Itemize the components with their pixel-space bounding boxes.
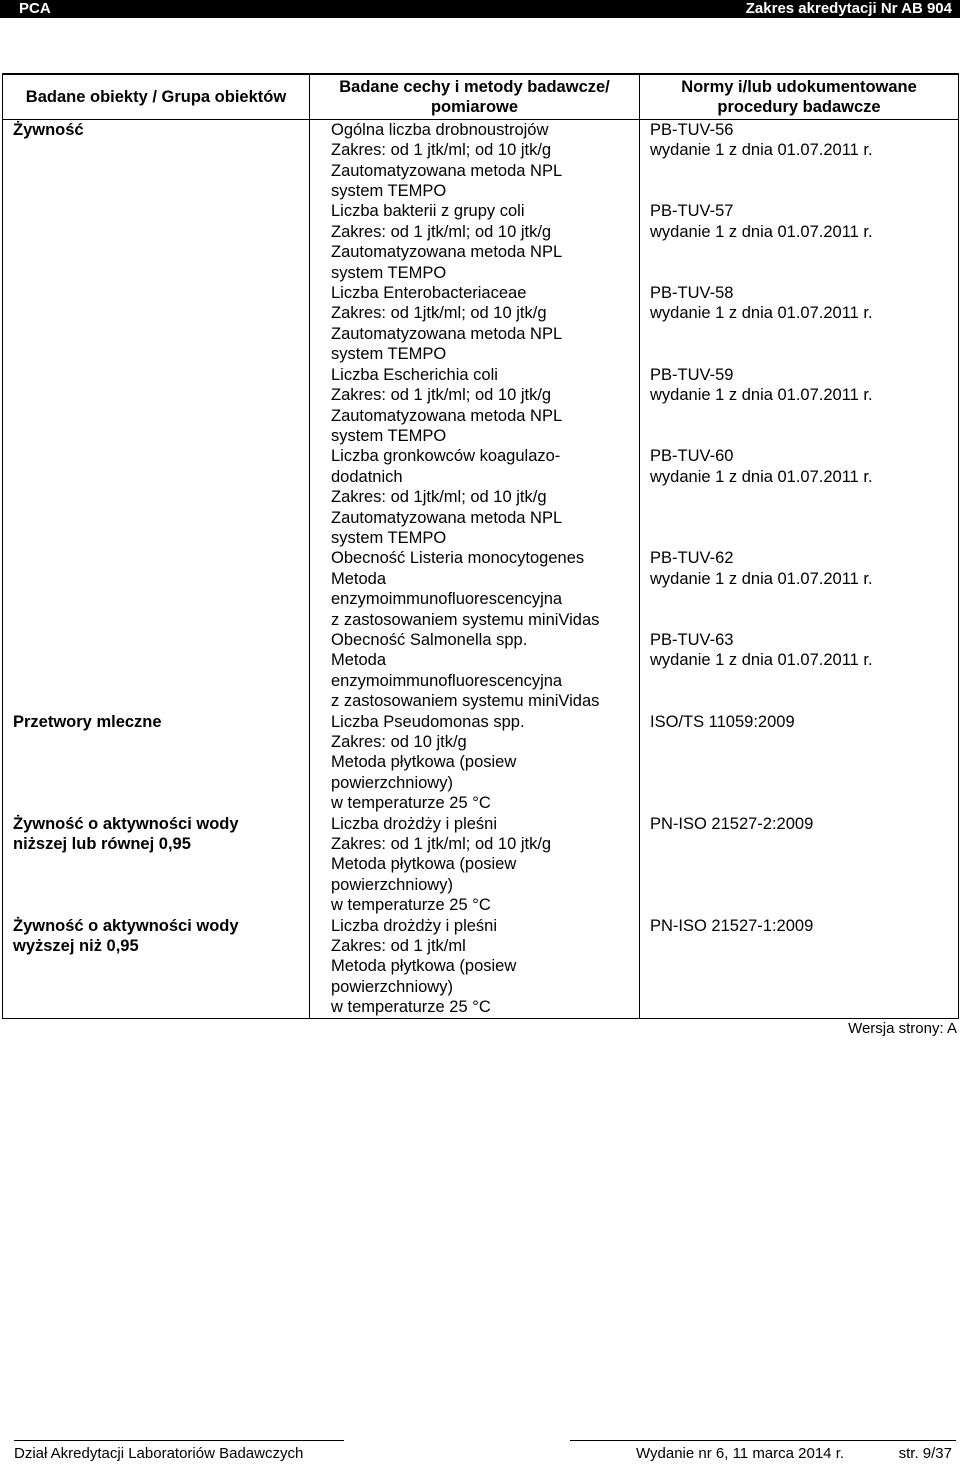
norm-cell (640, 201, 959, 283)
method-line: dodatnich (331, 467, 403, 486)
method-line: Zautomatyzowana metoda NPL (331, 406, 563, 425)
method-line: w temperaturze 25 °C (331, 896, 491, 915)
method-cell (310, 446, 640, 548)
norm-line: wydanie 1 z dnia 01.07.2011 r. (650, 651, 873, 670)
method-line: Liczba bakterii z grupy coli (331, 202, 525, 221)
object-cell (3, 446, 310, 548)
method-line: Zakres: od 1jtk/ml; od 10 jtk/g (331, 304, 547, 323)
method-line: Zakres: od 1 jtk/ml; od 10 jtk/g (331, 222, 552, 241)
method-line: system TEMPO (331, 528, 447, 547)
method-line: Zautomatyzowana metoda NPL (331, 508, 563, 527)
method-line: Obecność Salmonella spp. (331, 630, 528, 649)
norm-cell (640, 630, 959, 712)
table-row (3, 916, 959, 1019)
method-line: system TEMPO (331, 182, 447, 201)
method-line: w temperaturze 25 °C (331, 998, 491, 1017)
method-line: Zautomatyzowana metoda NPL (331, 161, 563, 180)
norm-line: wydanie 1 z dnia 01.07.2011 r. (650, 222, 873, 241)
norm-line: PB-TUV-58 (650, 284, 734, 303)
table-row (3, 201, 959, 283)
object-line: niższej lub równej 0,95 (13, 835, 191, 854)
method-line: Ogólna liczba drobnoustrojów (331, 120, 549, 139)
method-line: Metoda płytkowa (posiew (331, 957, 517, 976)
method-line: enzymoimmunofluorescencyjna (331, 590, 563, 609)
method-line: system TEMPO (331, 345, 447, 364)
norm-line: PB-TUV-56 (650, 120, 734, 139)
object-cell (3, 814, 310, 916)
column-header-objects: Badane obiekty / Grupa obiektów (3, 74, 310, 119)
table-row (3, 548, 959, 630)
object-line: Żywność o aktywności wody (13, 916, 239, 935)
norm-line: PB-TUV-62 (650, 549, 734, 568)
method-line: powierzchniowy) (331, 773, 453, 792)
norm-cell (640, 916, 959, 1019)
method-line: system TEMPO (331, 426, 447, 445)
page-version: Wersja strony: A (848, 1020, 957, 1037)
table-body (3, 119, 959, 1018)
footer-page-number: str. 9/37 (898, 1445, 952, 1462)
method-cell (310, 548, 640, 630)
object-cell (3, 201, 310, 283)
method-cell (310, 119, 640, 201)
column-header-norms: Normy i/lub udokumentowane procedury badawcze (640, 74, 959, 119)
page-header (0, 0, 960, 18)
method-line: Metoda płytkowa (posiew (331, 753, 517, 772)
norm-cell (640, 814, 959, 916)
method-line: Liczba Escherichia coli (331, 365, 498, 384)
footer-edition: Wydanie nr 6, 11 marca 2014 r. (636, 1445, 845, 1462)
norm-line: wydanie 1 z dnia 01.07.2011 r. (650, 304, 873, 323)
method-cell (310, 630, 640, 712)
norm-line: PB-TUV-59 (650, 365, 734, 384)
method-line: system TEMPO (331, 263, 447, 282)
norm-line: PN-ISO 21527-2:2009 (650, 814, 814, 833)
norm-line: PB-TUV-63 (650, 630, 734, 649)
column-header-methods: Badane cechy i metody badawcze/ pomiarowe (310, 74, 640, 119)
method-line: Liczba drożdży i pleśni (331, 916, 497, 935)
method-line: Zakres: od 1 jtk/ml; od 10 jtk/g (331, 386, 552, 405)
norm-cell (640, 548, 959, 630)
method-cell (310, 365, 640, 447)
header-org: PCA (19, 0, 51, 17)
table-row (3, 119, 959, 201)
object-cell (3, 365, 310, 447)
norm-line: wydanie 1 z dnia 01.07.2011 r. (650, 141, 873, 160)
object-cell (3, 712, 310, 814)
method-line: Zakres: od 1 jtk/ml; od 10 jtk/g (331, 835, 552, 854)
method-line: z zastosowaniem systemu miniVidas (331, 610, 600, 629)
method-line: Liczba Enterobacteriaceae (331, 284, 527, 303)
table-row (3, 814, 959, 916)
method-line: Liczba gronkowców koagulazo- (331, 447, 561, 466)
method-line: powierzchniowy) (331, 977, 453, 996)
norm-line: wydanie 1 z dnia 01.07.2011 r. (650, 386, 873, 405)
norm-cell (640, 712, 959, 814)
method-line: Zakres: od 1 jtk/ml; od 10 jtk/g (331, 141, 552, 160)
norm-line: PN-ISO 21527-1:2009 (650, 916, 814, 935)
method-line: enzymoimmunofluorescencyjna (331, 671, 563, 690)
table-row (3, 446, 959, 548)
header-title: Zakres akredytacji Nr AB 904 (745, 0, 952, 17)
norm-line: wydanie 1 z dnia 01.07.2011 r. (650, 467, 873, 486)
norm-line: wydanie 1 z dnia 01.07.2011 r. (650, 569, 873, 588)
norm-line: ISO/TS 11059:2009 (650, 712, 795, 731)
table-row (3, 365, 959, 447)
footer-rule-right (570, 1440, 956, 1441)
method-line: Zautomatyzowana metoda NPL (331, 243, 563, 262)
object-cell (3, 283, 310, 365)
object-cell (3, 916, 310, 1019)
method-line: Metoda (331, 651, 387, 670)
method-cell (310, 283, 640, 365)
norm-cell (640, 365, 959, 447)
norm-line: PB-TUV-60 (650, 447, 734, 466)
object-line: Przetwory mleczne (13, 712, 162, 731)
method-line: w temperaturze 25 °C (331, 794, 491, 813)
norm-line: PB-TUV-57 (650, 202, 734, 221)
object-line: Żywność o aktywności wody (13, 814, 239, 833)
object-cell (3, 630, 310, 712)
table-row (3, 630, 959, 712)
norm-cell (640, 119, 959, 201)
method-line: Zautomatyzowana metoda NPL (331, 324, 563, 343)
method-line: Metoda płytkowa (posiew (331, 855, 517, 874)
method-cell (310, 916, 640, 1019)
method-cell (310, 712, 640, 814)
footer-rule-left (14, 1440, 344, 1441)
method-line: Obecność Listeria monocytogenes (331, 549, 585, 568)
object-line: wyższej niż 0,95 (13, 937, 139, 956)
norm-cell (640, 446, 959, 548)
norm-cell (640, 283, 959, 365)
method-line: Liczba drożdży i pleśni (331, 814, 497, 833)
method-line: powierzchniowy) (331, 875, 453, 894)
method-line: z zastosowaniem systemu miniVidas (331, 692, 600, 711)
method-line: Zakres: od 1jtk/ml; od 10 jtk/g (331, 488, 547, 507)
table-row (3, 712, 959, 814)
object-cell (3, 548, 310, 630)
method-line: Metoda (331, 569, 387, 588)
method-cell (310, 201, 640, 283)
method-cell (310, 814, 640, 916)
table-header-row (3, 74, 959, 119)
method-line: Zakres: od 10 jtk/g (331, 733, 467, 751)
footer-rule (0, 1440, 960, 1441)
accreditation-table (2, 73, 959, 1019)
object-line: Żywność (13, 120, 84, 139)
method-line: Zakres: od 1 jtk/ml (331, 937, 466, 956)
object-cell (3, 119, 310, 201)
table-row (3, 283, 959, 365)
footer-department: Dział Akredytacji Laboratoriów Badawczych (14, 1445, 304, 1462)
method-line: Liczba Pseudomonas spp. (331, 712, 525, 731)
